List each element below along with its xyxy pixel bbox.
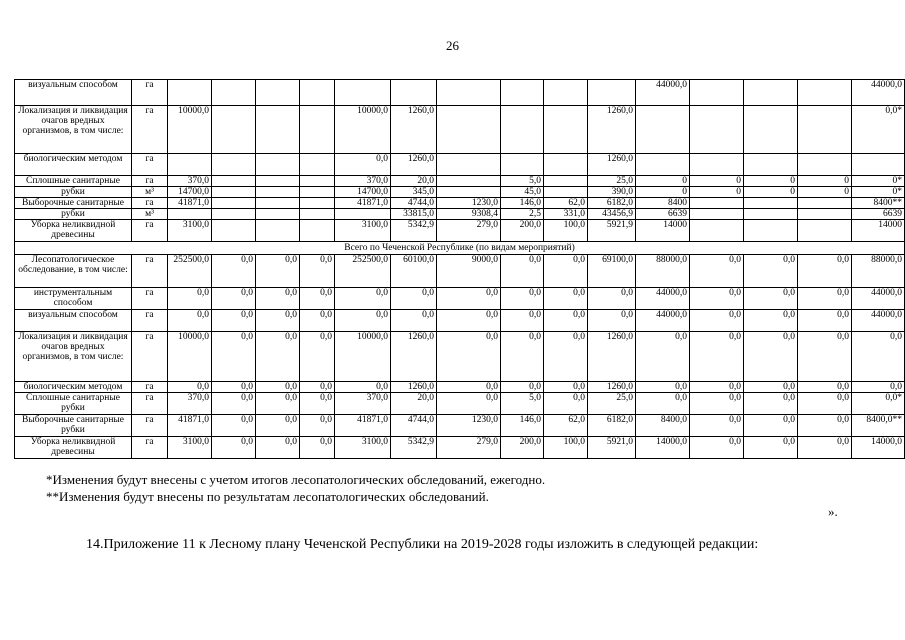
- value-cell: [798, 209, 852, 220]
- value-cell: [690, 154, 744, 176]
- value-cell: 0,0: [256, 310, 300, 332]
- value-cell: 0,0: [256, 288, 300, 310]
- value-cell: 100,0: [544, 220, 588, 242]
- page-number: 26: [446, 38, 459, 53]
- unit-cell: га: [132, 415, 168, 437]
- value-cell: 0,0: [636, 382, 690, 393]
- value-cell: 0,0: [437, 288, 501, 310]
- value-cell: 5921,0: [588, 437, 636, 459]
- value-cell: [256, 106, 300, 154]
- value-cell: 20,0: [391, 176, 437, 187]
- value-cell: [544, 106, 588, 154]
- value-cell: 0,0: [690, 288, 744, 310]
- value-cell: [744, 80, 798, 106]
- value-cell: [501, 106, 544, 154]
- value-cell: 41871,0: [335, 415, 391, 437]
- value-cell: 0,0: [335, 310, 391, 332]
- value-cell: 0,0: [744, 255, 798, 288]
- value-cell: [544, 80, 588, 106]
- value-cell: 0,0: [544, 382, 588, 393]
- value-cell: 0,0: [212, 437, 256, 459]
- unit-cell: га: [132, 310, 168, 332]
- value-cell: 0,0: [690, 382, 744, 393]
- value-cell: 0,0: [335, 382, 391, 393]
- value-cell: 0,0: [212, 288, 256, 310]
- value-cell: [437, 187, 501, 198]
- value-cell: 6182,0: [588, 198, 636, 209]
- value-cell: 44000,0: [852, 310, 905, 332]
- value-cell: [690, 198, 744, 209]
- value-cell: 0,0: [798, 332, 852, 382]
- unit-cell: га: [132, 106, 168, 154]
- value-cell: [437, 176, 501, 187]
- value-cell: 0,0: [256, 393, 300, 415]
- value-cell: 0,0: [168, 288, 212, 310]
- value-cell: 0: [744, 176, 798, 187]
- value-cell: 5921,9: [588, 220, 636, 242]
- value-cell: [300, 80, 335, 106]
- value-cell: 25,0: [588, 393, 636, 415]
- value-cell: 0,0: [744, 415, 798, 437]
- value-cell: 41871,0: [335, 198, 391, 209]
- value-cell: 0: [744, 187, 798, 198]
- row-label-cell: Сплошные санитарные: [15, 176, 132, 187]
- value-cell: 5342,9: [391, 437, 437, 459]
- row-label-cell: биологическим методом: [15, 382, 132, 393]
- value-cell: 88000,0: [852, 255, 905, 288]
- value-cell: 20,0: [391, 393, 437, 415]
- value-cell: 0,0: [391, 310, 437, 332]
- value-cell: 1260,0: [588, 332, 636, 382]
- row-label-cell: биологическим методом: [15, 154, 132, 176]
- value-cell: 8400: [636, 198, 690, 209]
- value-cell: [212, 176, 256, 187]
- footnote-1: *Изменения будут внесены с учетом итогов лесопатологических обследований, ежегодно.: [46, 472, 546, 487]
- value-cell: 3100,0: [335, 220, 391, 242]
- value-cell: 1230,0: [437, 415, 501, 437]
- value-cell: 0,0: [212, 255, 256, 288]
- table-row: [15, 310, 905, 332]
- value-cell: [437, 154, 501, 176]
- closing-quote: ».: [828, 504, 838, 519]
- unit-cell: га: [132, 80, 168, 106]
- value-cell: 100,0: [544, 437, 588, 459]
- value-cell: 0,0: [212, 382, 256, 393]
- table-row: [15, 220, 905, 242]
- value-cell: 0,0: [588, 310, 636, 332]
- unit-cell: га: [132, 255, 168, 288]
- value-cell: 10000,0: [168, 106, 212, 154]
- value-cell: 45,0: [501, 187, 544, 198]
- value-cell: [168, 154, 212, 176]
- unit-cell: га: [132, 198, 168, 209]
- value-cell: 0,0: [212, 393, 256, 415]
- value-cell: [437, 106, 501, 154]
- value-cell: 69100,0: [588, 255, 636, 288]
- row-label-cell: Локализация и ликвидация очагов вредных организмов, в том числе:: [15, 332, 132, 382]
- value-cell: 0,0: [544, 255, 588, 288]
- value-cell: 0,0: [744, 310, 798, 332]
- unit-cell: га: [132, 176, 168, 187]
- value-cell: [212, 106, 256, 154]
- value-cell: [256, 176, 300, 187]
- value-cell: [300, 106, 335, 154]
- table-row: [15, 198, 905, 209]
- value-cell: 6639: [636, 209, 690, 220]
- value-cell: 0,0: [437, 393, 501, 415]
- value-cell: 0: [636, 176, 690, 187]
- value-cell: [300, 187, 335, 198]
- value-cell: 0,0: [798, 415, 852, 437]
- value-cell: [744, 220, 798, 242]
- value-cell: 0,0: [544, 393, 588, 415]
- value-cell: 0,0: [300, 393, 335, 415]
- value-cell: 0,0: [256, 332, 300, 382]
- row-label-cell: Сплошные санитарные рубки: [15, 393, 132, 415]
- value-cell: 0,0: [300, 437, 335, 459]
- value-cell: 0,0: [798, 382, 852, 393]
- value-cell: [744, 154, 798, 176]
- value-cell: [798, 80, 852, 106]
- value-cell: 0,0: [335, 288, 391, 310]
- value-cell: 0,0: [300, 382, 335, 393]
- row-label-cell: Лесопатологическое обследование, в том числе:: [15, 255, 132, 288]
- value-cell: 0,0: [437, 332, 501, 382]
- value-cell: 0,0: [744, 393, 798, 415]
- value-cell: 0,0: [798, 310, 852, 332]
- value-cell: 25,0: [588, 176, 636, 187]
- table-row: [15, 176, 905, 187]
- value-cell: 0,0: [744, 332, 798, 382]
- value-cell: [798, 198, 852, 209]
- value-cell: 146,0: [501, 415, 544, 437]
- value-cell: 8400,0: [636, 415, 690, 437]
- value-cell: [212, 209, 256, 220]
- value-cell: 0,0: [798, 437, 852, 459]
- value-cell: 279,0: [437, 220, 501, 242]
- value-cell: 1260,0: [391, 332, 437, 382]
- value-cell: 3100,0: [168, 220, 212, 242]
- value-cell: 6182,0: [588, 415, 636, 437]
- value-cell: 14700,0: [168, 187, 212, 198]
- value-cell: 3100,0: [168, 437, 212, 459]
- value-cell: 8400,0**: [852, 415, 905, 437]
- value-cell: 0*: [852, 187, 905, 198]
- value-cell: 10000,0: [168, 332, 212, 382]
- value-cell: [690, 80, 744, 106]
- value-cell: [256, 220, 300, 242]
- value-cell: 0*: [852, 176, 905, 187]
- row-label-cell: Уборка неликвидной древесины: [15, 437, 132, 459]
- value-cell: 44000,0: [852, 288, 905, 310]
- value-cell: [544, 154, 588, 176]
- value-cell: 4744,0: [391, 415, 437, 437]
- row-label-cell: рубки: [15, 187, 132, 198]
- value-cell: [690, 209, 744, 220]
- value-cell: 0,0: [501, 310, 544, 332]
- value-cell: 0,0: [798, 255, 852, 288]
- value-cell: 0,0: [212, 332, 256, 382]
- unit-cell: га: [132, 332, 168, 382]
- value-cell: 370,0: [335, 176, 391, 187]
- table-row: [15, 106, 905, 154]
- value-cell: 9000,0: [437, 255, 501, 288]
- value-cell: 0,0: [335, 154, 391, 176]
- value-cell: 0,0*: [852, 106, 905, 154]
- value-cell: [168, 80, 212, 106]
- value-cell: 0,0: [690, 255, 744, 288]
- value-cell: 14000: [852, 220, 905, 242]
- amendment-paragraph: 14.Приложение 11 к Лесному плану Чеченской Республики на 2019-2028 годы изложить в следующей редакции:: [86, 537, 759, 552]
- value-cell: 0,0: [636, 393, 690, 415]
- value-cell: 252500,0: [168, 255, 212, 288]
- table-row: [15, 288, 905, 310]
- value-cell: 43456,9: [588, 209, 636, 220]
- value-cell: [300, 154, 335, 176]
- forest-protection-table: [14, 79, 902, 459]
- value-cell: 0,0: [501, 288, 544, 310]
- value-cell: 0,0: [798, 393, 852, 415]
- value-cell: [437, 80, 501, 106]
- value-cell: [744, 106, 798, 154]
- value-cell: 1260,0: [588, 154, 636, 176]
- value-cell: 200,0: [501, 437, 544, 459]
- value-cell: [798, 220, 852, 242]
- value-cell: [798, 154, 852, 176]
- unit-cell: га: [132, 154, 168, 176]
- value-cell: 9308,4: [437, 209, 501, 220]
- value-cell: 0,0: [256, 415, 300, 437]
- value-cell: 8400**: [852, 198, 905, 209]
- value-cell: 10000,0: [335, 106, 391, 154]
- value-cell: [391, 80, 437, 106]
- value-cell: [212, 80, 256, 106]
- value-cell: [256, 187, 300, 198]
- row-label-cell: визуальным способом: [15, 310, 132, 332]
- table-row: [15, 382, 905, 393]
- value-cell: 44000,0: [636, 288, 690, 310]
- value-cell: 0,0: [690, 393, 744, 415]
- value-cell: 0: [690, 176, 744, 187]
- value-cell: 0,0: [300, 332, 335, 382]
- value-cell: 44000,0: [636, 310, 690, 332]
- value-cell: 88000,0: [636, 255, 690, 288]
- unit-cell: га: [132, 382, 168, 393]
- value-cell: [256, 80, 300, 106]
- unit-cell: м³: [132, 209, 168, 220]
- table-row: [15, 255, 905, 288]
- value-cell: [212, 187, 256, 198]
- table-row: [15, 393, 905, 415]
- value-cell: 0,0: [690, 437, 744, 459]
- value-cell: 60100,0: [391, 255, 437, 288]
- value-cell: [852, 154, 905, 176]
- value-cell: 1260,0: [588, 106, 636, 154]
- value-cell: [501, 154, 544, 176]
- footnote-2: **Изменения будут внесены по результатам лесопатологических обследований.: [46, 489, 489, 504]
- value-cell: [300, 220, 335, 242]
- value-cell: 0,0: [588, 288, 636, 310]
- value-cell: 0,0: [300, 255, 335, 288]
- value-cell: [690, 220, 744, 242]
- value-cell: 5,0: [501, 176, 544, 187]
- value-cell: [744, 209, 798, 220]
- value-cell: 62,0: [544, 198, 588, 209]
- value-cell: 370,0: [335, 393, 391, 415]
- value-cell: 1260,0: [588, 382, 636, 393]
- value-cell: [212, 154, 256, 176]
- value-cell: [168, 209, 212, 220]
- value-cell: 5,0: [501, 393, 544, 415]
- table-row: [15, 437, 905, 459]
- value-cell: 0,0: [300, 415, 335, 437]
- value-cell: [212, 198, 256, 209]
- value-cell: 0,0: [300, 310, 335, 332]
- value-cell: 33815,0: [391, 209, 437, 220]
- value-cell: 0: [798, 187, 852, 198]
- table-row: [15, 242, 905, 255]
- row-label-cell: инструментальным способом: [15, 288, 132, 310]
- value-cell: 44000,0: [636, 80, 690, 106]
- unit-cell: га: [132, 288, 168, 310]
- section-header-cell: Всего по Чеченской Республике (по видам мероприятий): [15, 242, 905, 255]
- value-cell: 331,0: [544, 209, 588, 220]
- value-cell: 0: [690, 187, 744, 198]
- table-row: [15, 415, 905, 437]
- value-cell: 0,0: [852, 332, 905, 382]
- value-cell: [798, 106, 852, 154]
- table-row: [15, 332, 905, 382]
- value-cell: 0,0: [168, 382, 212, 393]
- value-cell: 390,0: [588, 187, 636, 198]
- value-cell: 370,0: [168, 176, 212, 187]
- unit-cell: га: [132, 220, 168, 242]
- value-cell: 0,0: [690, 332, 744, 382]
- value-cell: 0,0: [437, 382, 501, 393]
- value-cell: [588, 80, 636, 106]
- value-cell: 1230,0: [437, 198, 501, 209]
- value-cell: 14000,0: [852, 437, 905, 459]
- value-cell: 0,0: [798, 288, 852, 310]
- value-cell: 44000,0: [852, 80, 905, 106]
- value-cell: 4744,0: [391, 198, 437, 209]
- value-cell: 200,0: [501, 220, 544, 242]
- value-cell: [212, 220, 256, 242]
- row-label-cell: Выборочные санитарные: [15, 198, 132, 209]
- value-cell: [300, 209, 335, 220]
- value-cell: [544, 187, 588, 198]
- value-cell: 0,0: [690, 310, 744, 332]
- value-cell: 0,0: [256, 255, 300, 288]
- value-cell: 0,0: [744, 437, 798, 459]
- value-cell: 0,0: [501, 382, 544, 393]
- value-cell: [335, 209, 391, 220]
- value-cell: 0,0: [212, 310, 256, 332]
- value-cell: 41871,0: [168, 198, 212, 209]
- value-cell: 0,0: [544, 288, 588, 310]
- value-cell: [636, 106, 690, 154]
- unit-cell: м³: [132, 187, 168, 198]
- value-cell: 14000: [636, 220, 690, 242]
- value-cell: [544, 176, 588, 187]
- value-cell: [256, 209, 300, 220]
- value-cell: 0,0*: [852, 393, 905, 415]
- value-cell: 3100,0: [335, 437, 391, 459]
- value-cell: 5342,9: [391, 220, 437, 242]
- value-cell: 1260,0: [391, 154, 437, 176]
- row-label-cell: Локализация и ликвидация очагов вредных организмов, в том числе:: [15, 106, 132, 154]
- value-cell: [256, 154, 300, 176]
- value-cell: 279,0: [437, 437, 501, 459]
- value-cell: 0,0: [501, 332, 544, 382]
- value-cell: 146,0: [501, 198, 544, 209]
- value-cell: 0,0: [437, 310, 501, 332]
- value-cell: 0,0: [391, 288, 437, 310]
- table-row: [15, 209, 905, 220]
- table-row: [15, 154, 905, 176]
- value-cell: 14700,0: [335, 187, 391, 198]
- value-cell: 345,0: [391, 187, 437, 198]
- value-cell: [335, 80, 391, 106]
- value-cell: 6639: [852, 209, 905, 220]
- value-cell: [744, 198, 798, 209]
- value-cell: [300, 176, 335, 187]
- value-cell: [256, 198, 300, 209]
- table-row: [15, 187, 905, 198]
- row-label-cell: Выборочные санитарные рубки: [15, 415, 132, 437]
- value-cell: 0,0: [300, 288, 335, 310]
- value-cell: 252500,0: [335, 255, 391, 288]
- value-cell: 0,0: [690, 415, 744, 437]
- value-cell: 0,0: [744, 382, 798, 393]
- row-label-cell: Уборка неликвидной древесины: [15, 220, 132, 242]
- value-cell: 0,0: [544, 332, 588, 382]
- value-cell: 0,0: [636, 332, 690, 382]
- value-cell: 14000,0: [636, 437, 690, 459]
- value-cell: 2,5: [501, 209, 544, 220]
- value-cell: [636, 154, 690, 176]
- unit-cell: га: [132, 393, 168, 415]
- row-label-cell: визуальным способом: [15, 80, 132, 106]
- value-cell: 0,0: [256, 437, 300, 459]
- value-cell: 10000,0: [335, 332, 391, 382]
- table-row: [15, 80, 905, 106]
- value-cell: 62,0: [544, 415, 588, 437]
- value-cell: 0,0: [501, 255, 544, 288]
- value-cell: 1260,0: [391, 382, 437, 393]
- value-cell: 0: [798, 176, 852, 187]
- value-cell: 370,0: [168, 393, 212, 415]
- value-cell: 1260,0: [391, 106, 437, 154]
- value-cell: 0,0: [852, 382, 905, 393]
- value-cell: 0,0: [744, 288, 798, 310]
- value-cell: 0,0: [212, 415, 256, 437]
- unit-cell: га: [132, 437, 168, 459]
- value-cell: 0,0: [544, 310, 588, 332]
- value-cell: [690, 106, 744, 154]
- value-cell: [501, 80, 544, 106]
- value-cell: [300, 198, 335, 209]
- value-cell: 41871,0: [168, 415, 212, 437]
- value-cell: 0,0: [256, 382, 300, 393]
- value-cell: 0,0: [168, 310, 212, 332]
- value-cell: 0: [636, 187, 690, 198]
- row-label-cell: рубки: [15, 209, 132, 220]
